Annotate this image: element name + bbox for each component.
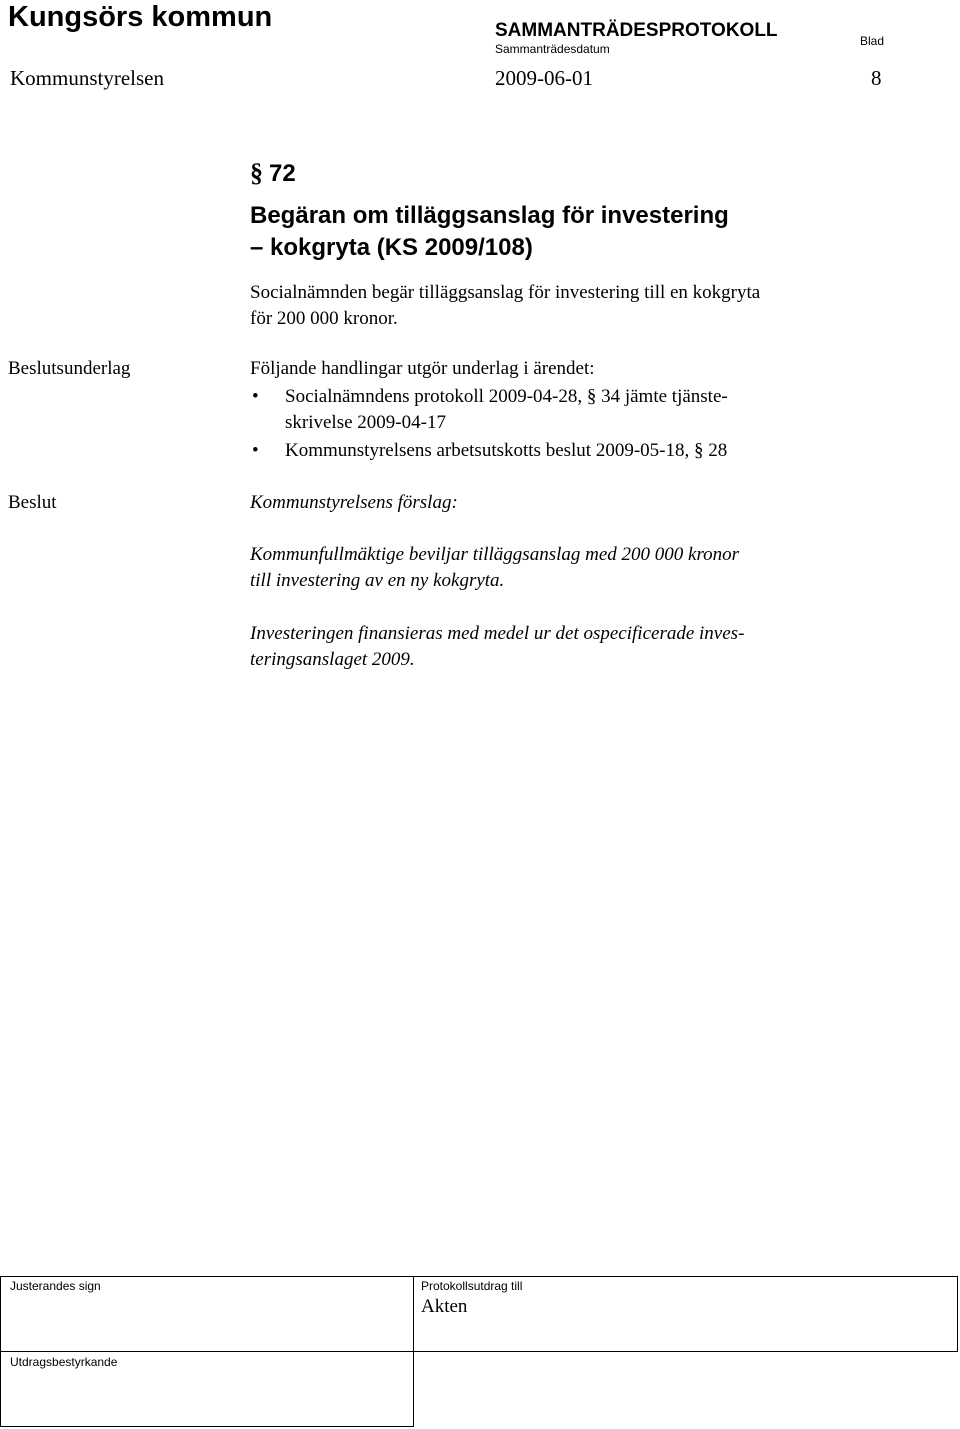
extract-to-label: Protokollsutdrag till bbox=[421, 1279, 523, 1293]
decision-p1-line1: Kommunfullmäktige beviljar tilläggsanslag med 200 000 kronor bbox=[250, 544, 740, 565]
basis-label: Beslutsunderlag bbox=[8, 358, 131, 379]
decision-paragraph-1 bbox=[250, 542, 739, 594]
section-title bbox=[250, 200, 729, 264]
section-title-line1: Begäran om tilläggsanslag för investering bbox=[250, 202, 729, 229]
body-name: Kommunstyrelsen bbox=[10, 66, 164, 90]
certifier-box bbox=[0, 1351, 414, 1427]
decision-paragraph-2 bbox=[250, 621, 744, 673]
adjuster-box bbox=[0, 1276, 414, 1352]
decision-p2-line1: Investeringen finansieras med medel ur det ospecificerade inves- bbox=[250, 623, 745, 644]
intro-line1: Socialnämnden begär tilläggsanslag för investering till en kokgryta bbox=[250, 282, 761, 303]
protocol-type: SAMMANTRÄDESPROTOKOLL bbox=[495, 20, 778, 41]
certifier-label: Utdragsbestyrkande bbox=[10, 1355, 118, 1369]
section-heading bbox=[250, 158, 296, 189]
section-sign: § bbox=[250, 158, 263, 187]
list-item-line1: Kommunstyrelsens arbetsutskotts beslut 2009-05-18, § 28 bbox=[285, 440, 728, 461]
list-item bbox=[250, 384, 728, 436]
list-item bbox=[250, 438, 728, 464]
proposal-heading: Kommunstyrelsens förslag: bbox=[250, 492, 458, 513]
extract-to-value: Akten bbox=[421, 1296, 468, 1317]
section-number: 72 bbox=[269, 160, 296, 187]
list-item-line1: Socialnämndens protokoll 2009-04-28, § 34 jämte tjänste- bbox=[285, 386, 728, 407]
decision-label: Beslut bbox=[8, 492, 57, 513]
bullet-icon: • bbox=[252, 440, 259, 461]
extract-to-box bbox=[413, 1276, 958, 1352]
decision-p2-line2: teringsanslaget 2009. bbox=[250, 649, 415, 670]
basis-lead: Följande handlingar utgör underlag i ärendet: bbox=[250, 358, 595, 379]
intro-line2: för 200 000 kronor. bbox=[250, 308, 398, 329]
page-label: Blad bbox=[860, 34, 885, 48]
footer-signature-table bbox=[0, 1276, 958, 1427]
basis-list bbox=[250, 384, 728, 466]
section-title-line2: – kokgryta (KS 2009/108) bbox=[250, 234, 533, 261]
bullet-icon: • bbox=[252, 386, 259, 407]
list-item-line2: skrivelse 2009-04-17 bbox=[285, 412, 446, 433]
meeting-date: 2009-06-01 bbox=[495, 66, 593, 90]
section-intro bbox=[250, 280, 760, 332]
decision-p1-line2: till investering av en ny kokgryta. bbox=[250, 570, 505, 591]
meeting-date-label: Sammanträdesdatum bbox=[495, 42, 610, 56]
page-number: 8 bbox=[871, 66, 882, 90]
adjuster-label: Justerandes sign bbox=[10, 1279, 101, 1293]
municipality-name: Kungsörs kommun bbox=[8, 1, 273, 33]
